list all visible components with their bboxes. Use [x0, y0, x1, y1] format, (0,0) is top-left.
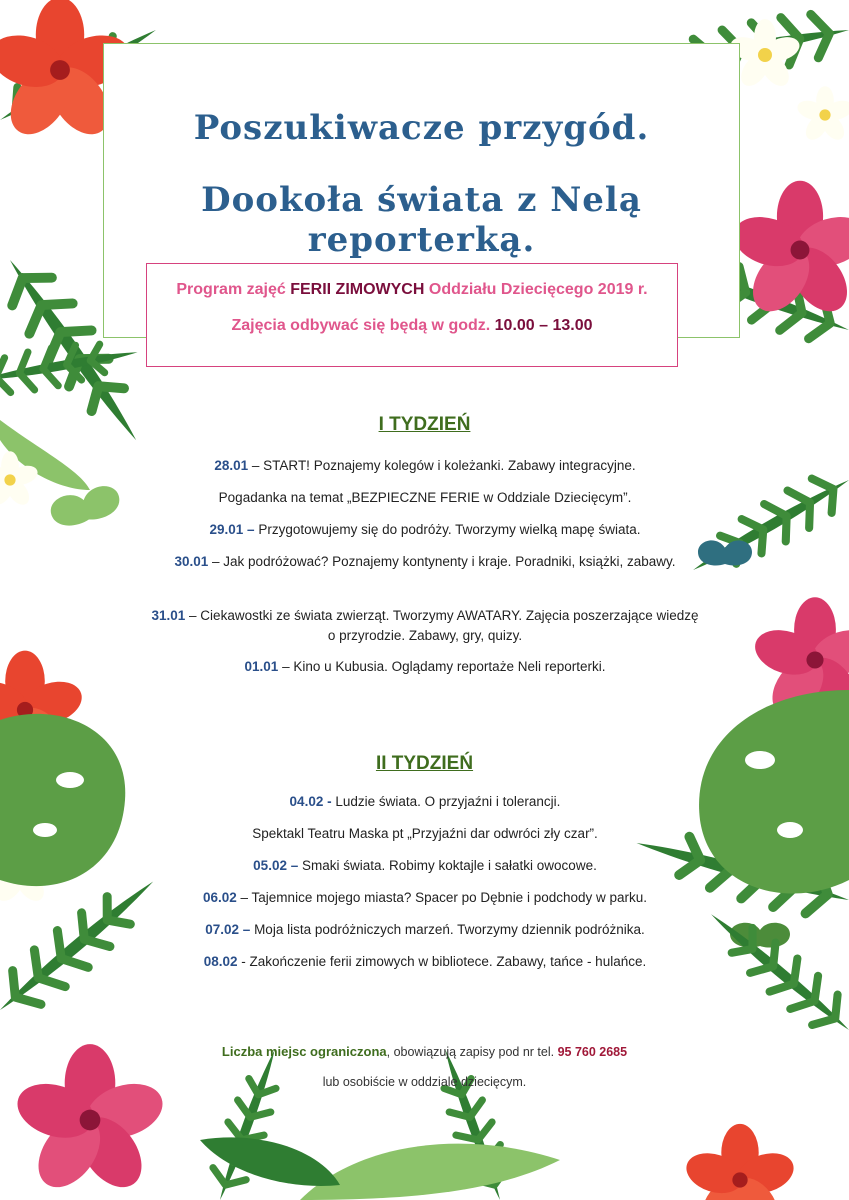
list-item: [150, 606, 700, 646]
item-text: – Ciekawostki ze świata zwierząt. Tworzymy AWATARY. Zajęcia poszerzające wiedzę o przyrodzie. Zabawy, gry, quizy.: [185, 608, 699, 643]
item-text: Moja lista podróżniczych marzeń. Tworzymy dziennik podróżnika.: [250, 922, 645, 937]
item-text: – Tajemnice mojego miasta? Spacer po Dębnie i podchody w parku.: [236, 890, 648, 905]
program-line-2: [146, 317, 678, 335]
hibiscus-flower-icon: [727, 181, 849, 725]
list-item: [150, 552, 700, 572]
week-1-heading: I TYDZIEŃ: [378, 414, 471, 435]
item-text: - Zakończenie ferii zimowych w bibliotece. Zabawy, tańce - hulańce.: [237, 954, 647, 969]
item-date: 06.02: [202, 890, 237, 905]
program-time: 10.00 – 13.00: [494, 317, 593, 334]
list-item: [150, 920, 700, 940]
item-text: – Jak podróżować? Poznajemy kontynenty i kraje. Poradniki, książki, zabawy.: [208, 554, 676, 569]
list-item: [150, 488, 700, 508]
footer-middle: , obowiązują zapisy pod nr tel.: [386, 1045, 558, 1059]
program-line-1-pre: Program zajęć: [176, 281, 291, 298]
item-date: 07.02 –: [205, 922, 251, 937]
list-item: [150, 856, 700, 876]
item-date: 28.01: [214, 458, 249, 473]
list-item: [150, 824, 700, 844]
program-line-1-strong: FERII ZIMOWYCH: [290, 281, 425, 298]
item-text: Przygotowujemy się do podróży. Tworzymy wielką mapę świata.: [254, 522, 641, 537]
footer-line-2: lub osobiście w oddziale dziecięcym.: [322, 1075, 527, 1089]
item-text: Pogadanka na temat „BEZPIECZNE FERIE w Oddziale Dziecięcym”.: [218, 490, 632, 505]
item-text: Ludzie świata. O przyjaźni i tolerancji.: [331, 794, 561, 809]
list-item: [150, 657, 700, 677]
item-date: 08.02: [203, 954, 238, 969]
program-frame: [146, 263, 678, 367]
item-text: Spektakl Teatru Maska pt „Przyjaźni dar odwróci zły czar”.: [252, 826, 598, 841]
list-item: [150, 888, 700, 908]
program-line-1-post: Oddziału Dziecięcego 2019 r.: [424, 281, 648, 298]
week-2-heading: II TYDZIEŃ: [375, 753, 474, 774]
item-date: 31.01: [151, 608, 186, 623]
program-line-1: [146, 281, 678, 299]
list-item: [150, 456, 700, 476]
item-date: 29.01 –: [209, 522, 255, 537]
list-item: [150, 792, 700, 812]
program-line-2-pre: Zajęcia odbywać się będą w godz.: [231, 317, 495, 334]
footer-phone: 95 760 2685: [557, 1045, 628, 1059]
list-item: [150, 952, 700, 972]
poster-title-line-2: Dookoła świata z Nelą reporterką.: [201, 180, 642, 260]
item-date: 05.02 –: [253, 858, 299, 873]
item-date: 30.01: [174, 554, 209, 569]
footer-line-1: [0, 1044, 849, 1059]
item-text: Smaki świata. Robimy koktajle i sałatki owocowe.: [298, 858, 597, 873]
item-text: – START! Poznajemy kolegów i koleżanki. Zabawy integracyjne.: [248, 458, 636, 473]
item-date: 01.01: [244, 659, 279, 674]
poster-title-line-1: Poszukiwacze przygód.: [193, 108, 650, 148]
item-date: 04.02 -: [289, 794, 332, 809]
item-text: – Kino u Kubusia. Oglądamy reportaże Neli reporterki.: [278, 659, 606, 674]
list-item: [150, 520, 700, 540]
footer-limited: Liczba miejsc ograniczona: [221, 1044, 387, 1059]
